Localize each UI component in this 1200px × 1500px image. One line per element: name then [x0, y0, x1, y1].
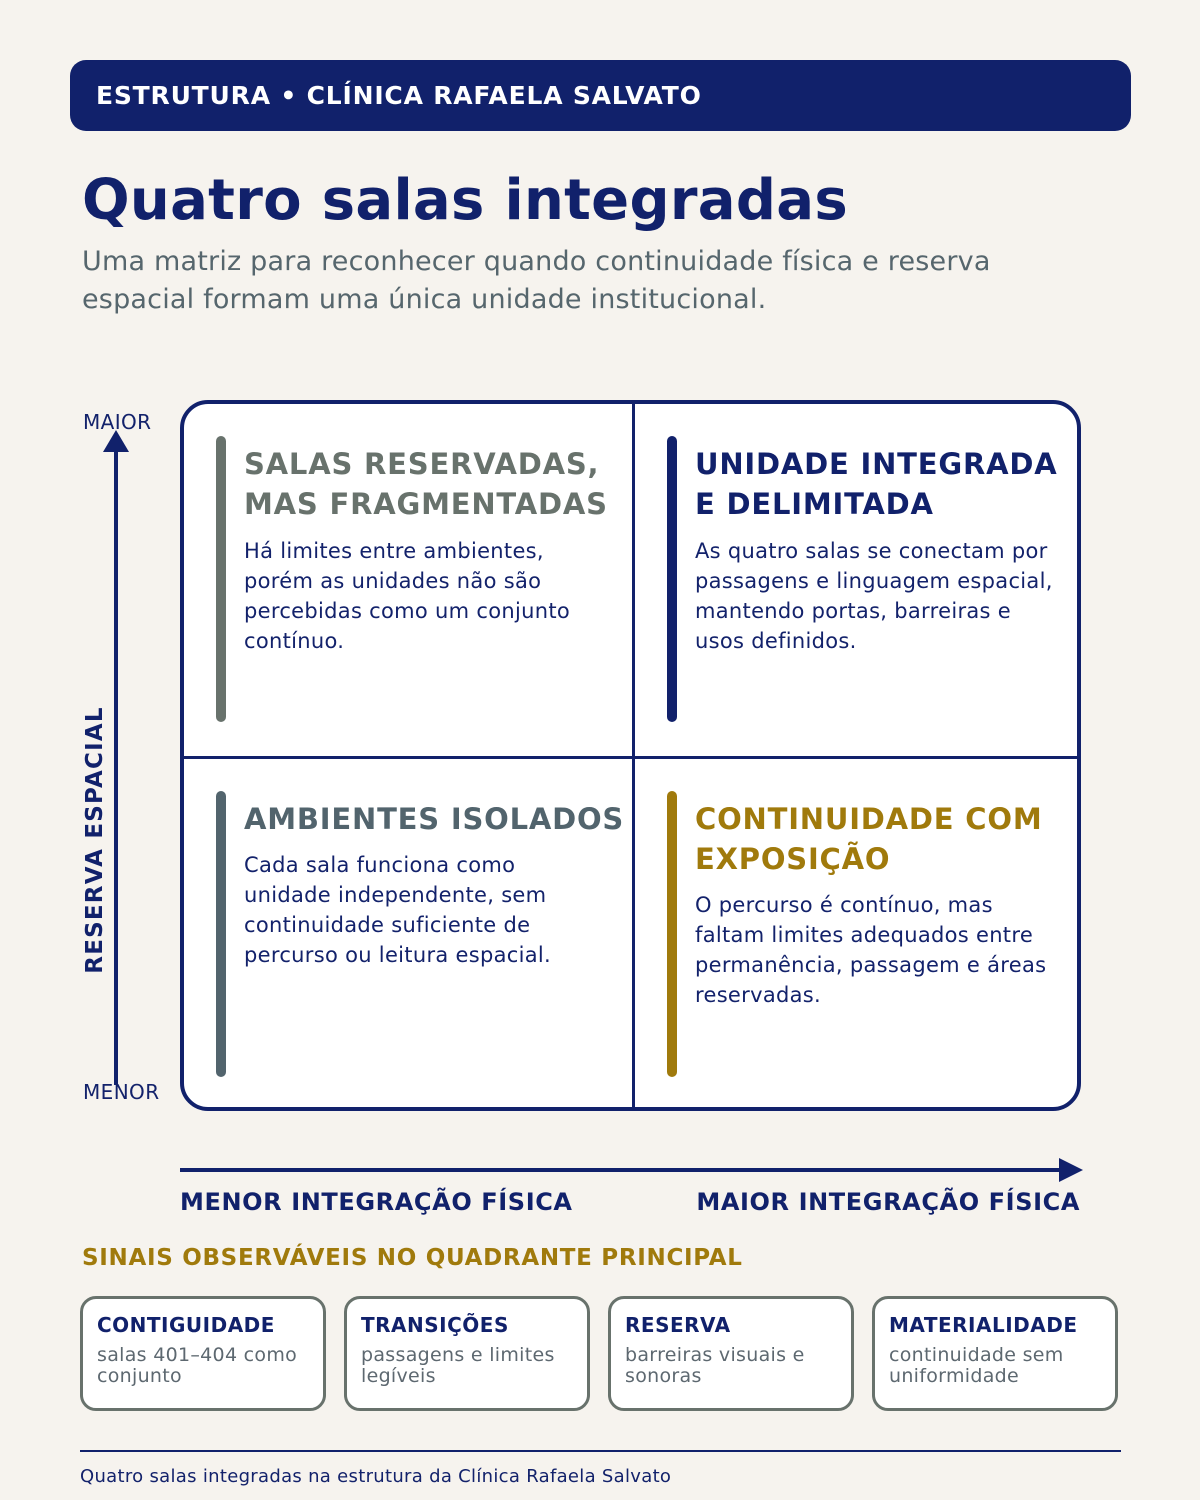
y-axis-title: RESERVA ESPACIAL: [82, 706, 108, 974]
signal-card-title: MATERIALIDADE: [889, 1313, 1078, 1337]
x-axis-max-label: MAIOR INTEGRAÇÃO FÍSICA: [696, 1188, 1080, 1216]
signal-card-text: barreiras visuais e sonoras: [625, 1344, 805, 1387]
quadrant-bottom-left: [184, 759, 630, 1109]
quadrant-top-left: [184, 404, 630, 754]
quadrant-title: UNIDADE INTEGRADA E DELIMITADA: [695, 447, 1058, 521]
quadrant-accent-bar: [667, 791, 677, 1077]
signal-card-materialidade: [872, 1296, 1118, 1411]
y-axis-line: [114, 448, 118, 1085]
y-axis-max-label: MAIOR: [83, 410, 152, 434]
x-axis-line: [180, 1168, 1062, 1172]
page-title: Quatro salas integradas: [82, 168, 848, 233]
x-axis-arrow: [180, 1156, 1083, 1184]
quadrant-description: As quatro salas se conectam por passagens e linguagem espacial, mantendo portas, barreiras e usos definidos.: [695, 539, 1053, 653]
page-subtitle: Uma matriz para reconhecer quando continuidade física e reserva espacial formam uma única unidade institucional.: [82, 246, 991, 315]
quadrant-top-right: [635, 404, 1081, 754]
header-bar: [70, 60, 1131, 131]
quadrant-accent-bar: [667, 436, 677, 722]
signal-card-title: RESERVA: [625, 1313, 731, 1337]
signal-card-title: TRANSIÇÕES: [361, 1313, 509, 1337]
quadrant-description: Há limites entre ambientes, porém as unidades não são percebidas como um conjunto contínuo.: [244, 539, 571, 653]
signals-section-title: SINAIS OBSERVÁVEIS NO QUADRANTE PRINCIPAL: [82, 1245, 743, 1271]
signal-card-reserva: [608, 1296, 854, 1411]
quadrant-accent-bar: [216, 436, 226, 722]
signal-card-text: salas 401–404 como conjunto: [97, 1344, 298, 1387]
signal-card-contiguidade: [80, 1296, 326, 1411]
quadrant-title: SALAS RESERVADAS, MAS FRAGMENTADAS: [244, 447, 608, 521]
signal-card-text: continuidade sem uniformidade: [889, 1344, 1064, 1387]
footer-divider: [80, 1450, 1121, 1452]
quadrant-accent-bar: [216, 791, 226, 1077]
signal-card-title: CONTIGUIDADE: [97, 1313, 275, 1337]
quadrant-matrix: [180, 400, 1081, 1111]
quadrant-title: CONTINUIDADE COM EXPOSIÇÃO: [695, 802, 1043, 876]
quadrant-description: Cada sala funciona como unidade independente, sem continuidade suficiente de percurso ou leitura espacial.: [244, 853, 552, 967]
signal-card-transicoes: [344, 1296, 590, 1411]
signal-card-text: passagens e limites legíveis: [361, 1344, 555, 1387]
quadrant-title: AMBIENTES ISOLADOS: [244, 802, 625, 836]
y-axis-min-label: MENOR: [83, 1080, 160, 1104]
footer-caption: Quatro salas integradas na estrutura da Clínica Rafaela Salvato: [80, 1466, 672, 1487]
quadrant-description: O percurso é contínuo, mas faltam limites adequados entre permanência, passagem e áreas reservadas.: [695, 893, 1047, 1007]
x-axis-min-label: MENOR INTEGRAÇÃO FÍSICA: [180, 1188, 573, 1216]
x-axis-arrowhead: [1059, 1158, 1083, 1182]
quadrant-bottom-right: [635, 759, 1081, 1109]
header-label: ESTRUTURA • CLÍNICA RAFAELA SALVATO: [96, 81, 702, 110]
